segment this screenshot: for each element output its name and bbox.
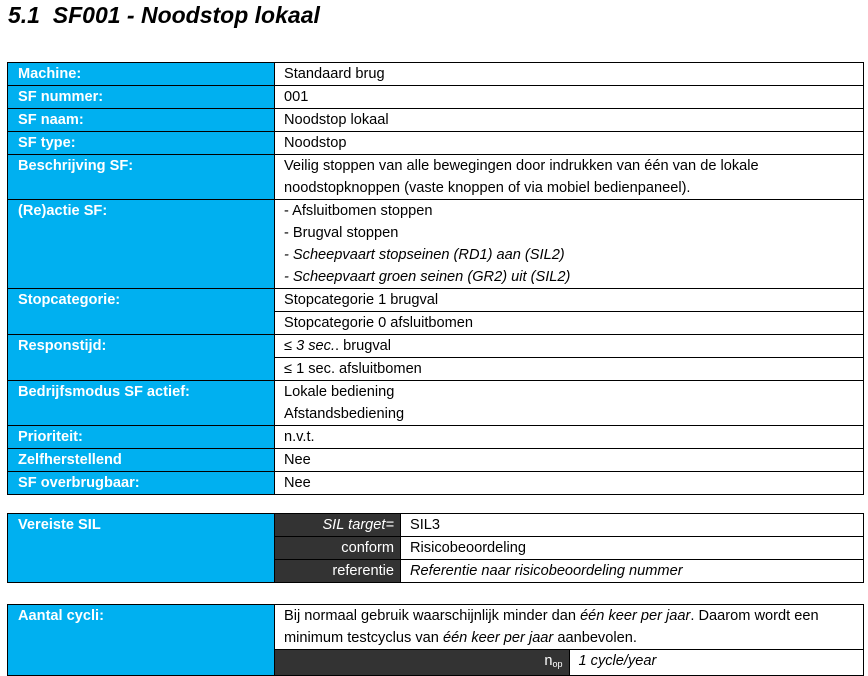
cycli-text: aanbevolen. (553, 630, 637, 646)
machine-value: Standaard brug (275, 63, 864, 86)
sf-nummer-value: 001 (275, 86, 864, 109)
zelfherstellend-label: Zelfherstellend (8, 449, 275, 472)
reactie-item: - Afsluitbomen stoppen (284, 203, 433, 219)
table-row (8, 605, 864, 650)
table-row (8, 132, 864, 155)
cycli-table (7, 604, 864, 676)
stopcategorie-label: Stopcategorie: (8, 289, 275, 335)
sil-target-value: SIL3 (401, 514, 864, 537)
stopcategorie-value: Stopcategorie 1 brugval (275, 289, 864, 312)
cycli-text: . Daarom wordt een minimum testcyclus van (284, 608, 819, 646)
table-row (8, 514, 864, 537)
bedrijfsmodus-item: Lokale bediening (284, 384, 395, 400)
responstijd-value (275, 335, 864, 358)
reactie-item: - Scheepvaart groen seinen (GR2) uit (SIL2) (284, 269, 571, 285)
cycli-text-italic: één keer per jaar (442, 630, 554, 646)
sil-target-key: SIL target= (275, 514, 401, 537)
section-number: 5.1 (8, 2, 40, 28)
table-row (8, 63, 864, 86)
responstijd-suffix: . brugval (335, 338, 391, 354)
overbrugbaar-label: SF overbrugbaar: (8, 472, 275, 495)
sf-naam-label: SF naam: (8, 109, 275, 132)
table-row (8, 335, 864, 358)
cycli-text-italic: één keer per jaar (580, 608, 691, 624)
bedrijfsmodus-values (275, 381, 864, 426)
sf-type-value: Noodstop (275, 132, 864, 155)
overbrugbaar-value: Nee (275, 472, 864, 495)
aantal-cycli-value (275, 605, 864, 650)
sil-table (7, 513, 864, 583)
beschrijving-value: Veilig stoppen van alle bewegingen door indrukken van één van de lokale noodstopknoppen (vaste knoppen of via mobiel bedienpaneel). (275, 155, 864, 200)
conform-key: conform (275, 537, 401, 560)
nop-subscript: op (552, 659, 563, 669)
nop-symbol: n (544, 653, 553, 669)
conform-value: Risicobeoordeling (401, 537, 864, 560)
responstijd-prefix: ≤ (284, 338, 297, 354)
sf-nummer-label: SF nummer: (8, 86, 275, 109)
responstijd-label: Responstijd: (8, 335, 275, 381)
table-row (8, 381, 864, 426)
section-title: SF001 - Noodstop lokaal (52, 2, 320, 28)
stopcategorie-value: Stopcategorie 0 afsluitbomen (275, 312, 864, 335)
reactie-label: (Re)actie SF: (8, 200, 275, 289)
table-row (8, 200, 864, 289)
machine-label: Machine: (8, 63, 275, 86)
reactie-item: - Brugval stoppen (284, 225, 399, 241)
cycli-text: Bij normaal gebruik waarschijnlijk minder dan (284, 608, 581, 624)
zelfherstellend-value: Nee (275, 449, 864, 472)
table-row (8, 155, 864, 200)
prioriteit-label: Prioriteit: (8, 426, 275, 449)
responstijd-value: ≤ 1 sec. afsluitbomen (275, 358, 864, 381)
prioriteit-value: n.v.t. (275, 426, 864, 449)
table-row (8, 426, 864, 449)
bedrijfsmodus-label: Bedrijfsmodus SF actief: (8, 381, 275, 426)
table-row (8, 449, 864, 472)
section-heading (8, 2, 320, 29)
referentie-value: Referentie naar risicobeoordeling nummer (401, 560, 864, 583)
referentie-key: referentie (275, 560, 401, 583)
bedrijfsmodus-item: Afstandsbediening (284, 406, 405, 422)
beschrijving-label: Beschrijving SF: (8, 155, 275, 200)
table-row (8, 86, 864, 109)
table-row (8, 289, 864, 312)
nop-value: 1 cycle/year (569, 650, 864, 676)
sf-type-label: SF type: (8, 132, 275, 155)
reactie-values (275, 200, 864, 289)
table-row (8, 109, 864, 132)
aantal-cycli-label: Aantal cycli: (8, 605, 275, 676)
table-row (8, 472, 864, 495)
sf-naam-value: Noodstop lokaal (275, 109, 864, 132)
responstijd-time: 3 sec. (296, 338, 336, 354)
vereiste-sil-label: Vereiste SIL (8, 514, 275, 583)
reactie-item: - Scheepvaart stopseinen (RD1) aan (SIL2) (284, 247, 565, 263)
safety-function-table (7, 62, 864, 495)
